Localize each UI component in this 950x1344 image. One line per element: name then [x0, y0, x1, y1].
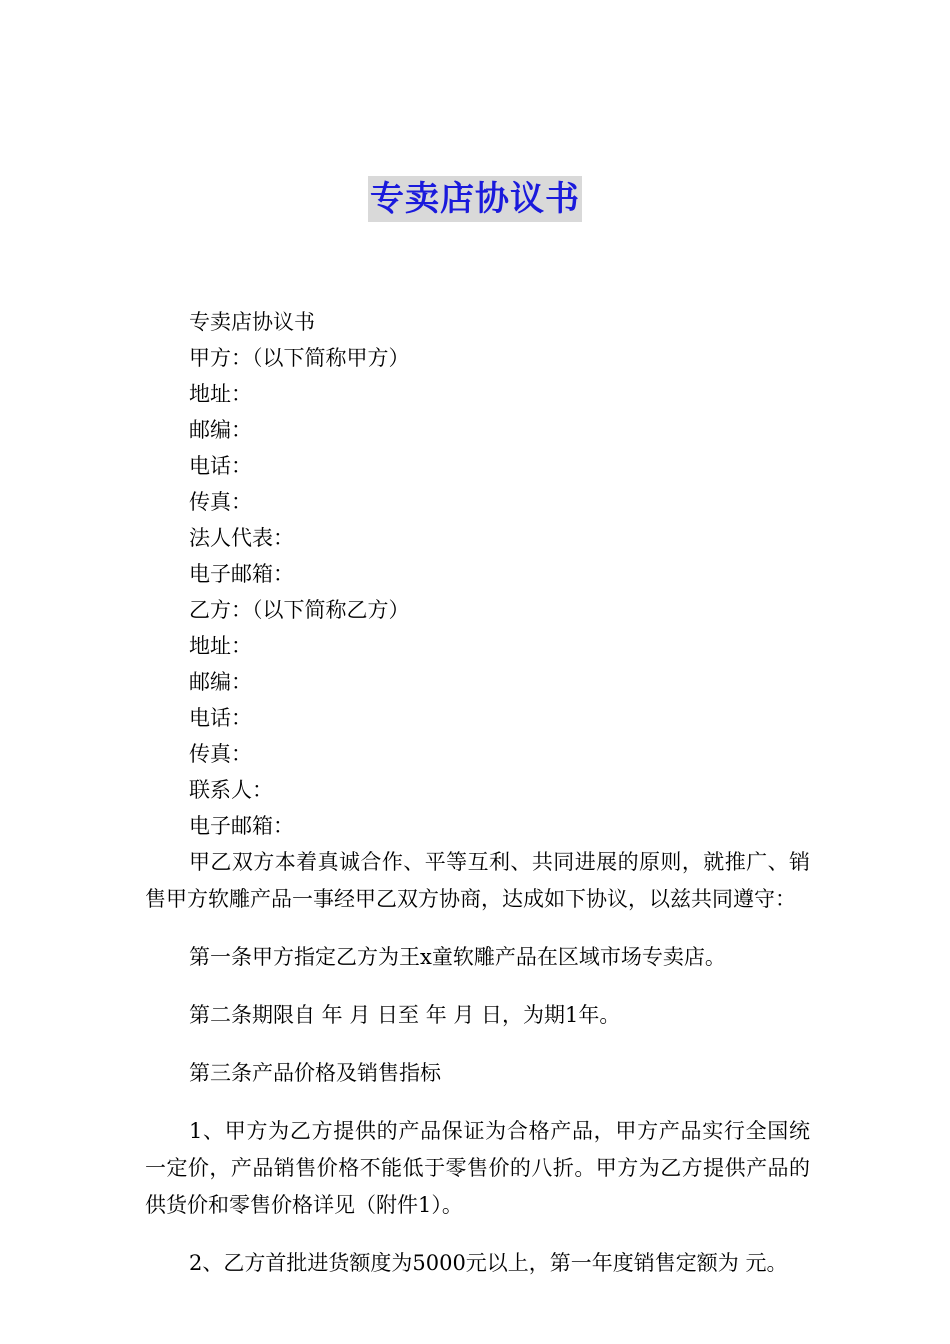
party-b-fax: 传真：	[189, 742, 252, 766]
party-a-address: 地址：	[189, 382, 252, 406]
intro-paragraph: 甲乙双方本着真诚合作、平等互利、共同进展的原则，就推广、销售甲方软雕产品一事经甲乙双方协商，达成如下协议，以兹共同遵守：	[145, 850, 810, 911]
party-a-email: 电子邮箱：	[189, 562, 294, 586]
party-a-fax: 传真：	[189, 490, 252, 514]
party-b-contact: 联系人：	[189, 778, 273, 802]
article-1-paragraph: 第一条甲方指定乙方为王x童软雕产品在区域市场专卖店。	[189, 945, 726, 969]
title-container	[0, 176, 950, 222]
article-3-item-1: 1、甲方为乙方提供的产品保证为合格产品，甲方产品实行全国统一定价，产品销售价格不能低于零售价的八折。甲方为乙方提供产品的供货价和零售价格详见（附件1）。	[145, 1119, 810, 1217]
article-3-item-2: 2、乙方首批进货额度为5000元以上，第一年度销售定额为 元。	[189, 1251, 788, 1275]
article-3-heading: 第三条产品价格及销售指标	[189, 1061, 441, 1085]
heading-line: 专卖店协议书	[189, 310, 315, 334]
document-body	[145, 304, 810, 1303]
party-a-legal-rep: 法人代表：	[189, 526, 294, 550]
party-b-address: 地址：	[189, 634, 252, 658]
party-b-postcode: 邮编：	[189, 670, 252, 694]
article-2-paragraph: 第二条期限自 年 月 日至 年 月 日，为期1年。	[189, 1003, 621, 1027]
party-b-line: 乙方：（以下简称乙方）	[189, 598, 410, 622]
party-a-postcode: 邮编：	[189, 418, 252, 442]
party-b-phone: 电话：	[189, 706, 252, 730]
document-title: 专卖店协议书	[368, 176, 582, 222]
party-a-phone: 电话：	[189, 454, 252, 478]
party-a-line: 甲方：（以下简称甲方）	[189, 346, 410, 370]
party-b-email: 电子邮箱：	[189, 814, 294, 838]
